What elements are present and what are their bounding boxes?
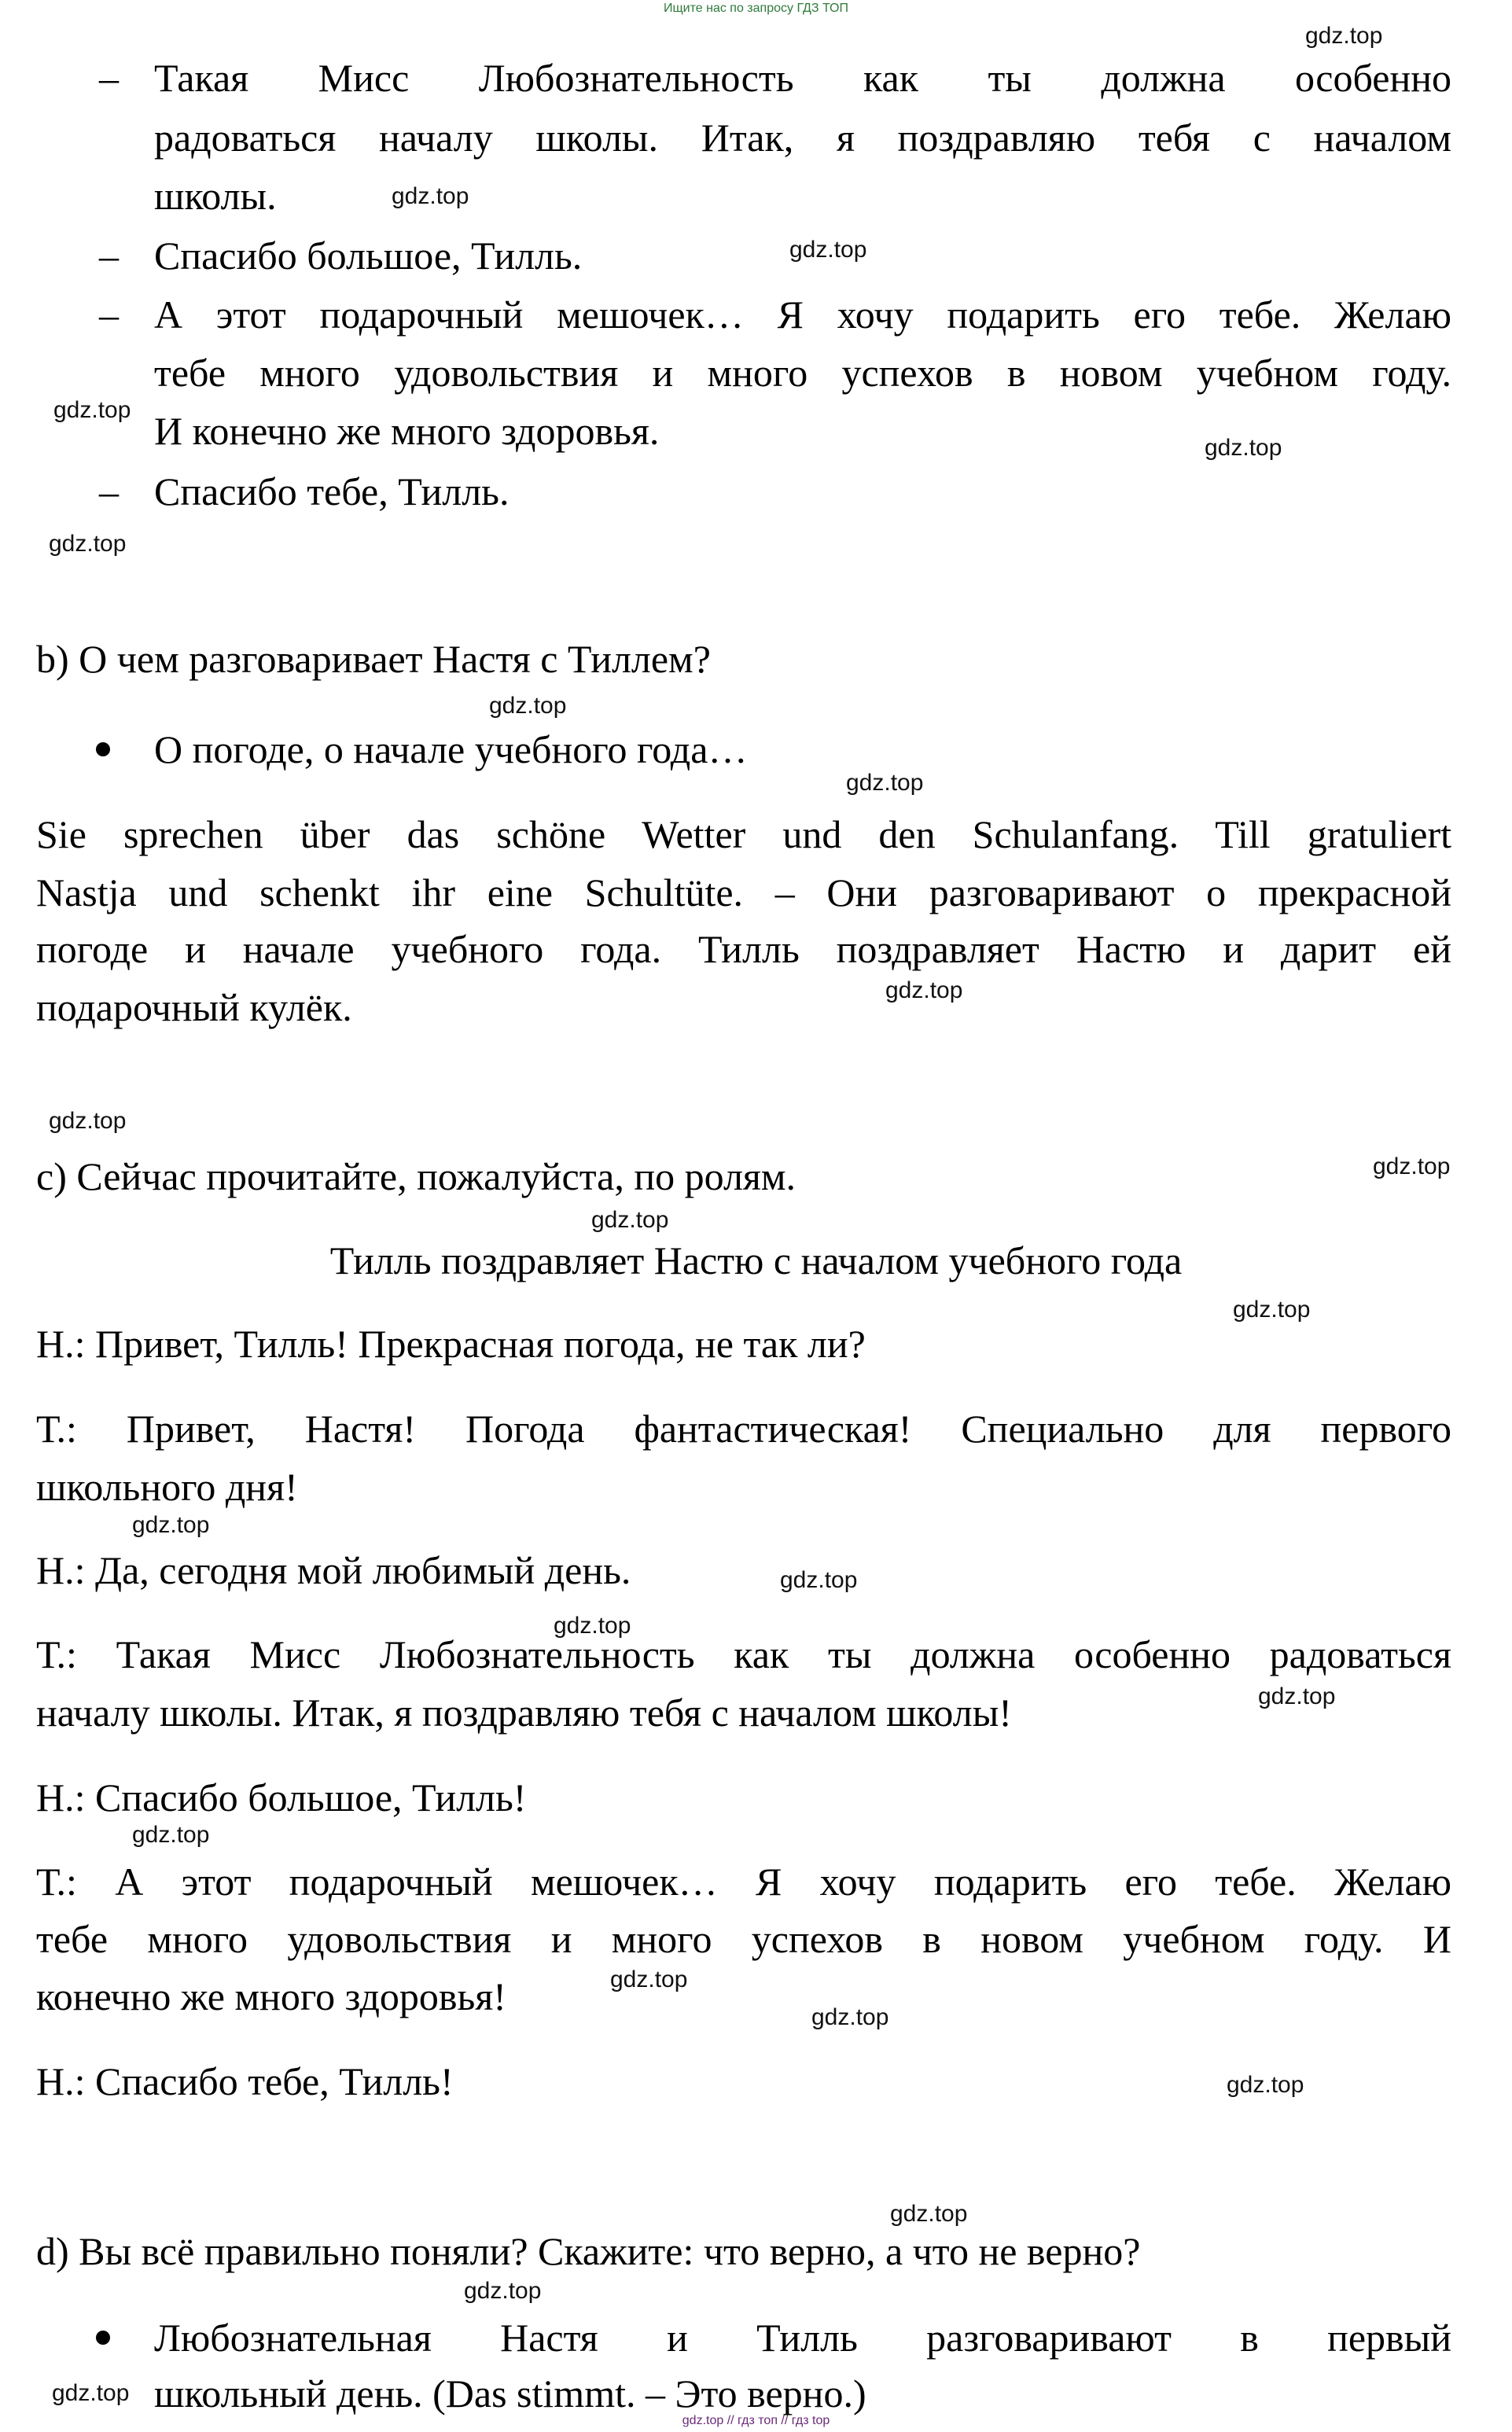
watermark: gdz.top xyxy=(885,977,963,1003)
dialogue-line: Т.: Такая Мисс Любознательность как ты должна особенно радоваться xyxy=(36,1632,1451,1676)
dialogue-title: Тилль поздравляет Настю с началом учебного года xyxy=(329,1238,1183,1282)
dash-marker: – xyxy=(99,234,119,278)
dialogue-line: Спасибо большое, Тилль. xyxy=(154,234,583,278)
answer-line: погоде и начале учебного года. Тилль поздравляет Настю и дарит ей xyxy=(36,927,1451,971)
watermark: gdz.top xyxy=(52,2380,130,2406)
watermark: gdz.top xyxy=(846,770,924,796)
dialogue-line: И конечно же много здоровья. xyxy=(154,409,660,453)
dialogue-line: тебе много удовольствия и много успехов в новом учебном году. И xyxy=(36,1917,1451,1961)
bullet-text-d: школьный день. (Das stimmt. – Это верно.) xyxy=(154,2371,866,2415)
dash-marker: – xyxy=(99,293,119,337)
question-c: c) Сейчас прочитайте, пожалуйста, по ролям. xyxy=(36,1154,796,1198)
watermark: gdz.top xyxy=(811,2004,889,2030)
question-b: b) О чем разговаривает Настя с Тиллем? xyxy=(36,637,711,681)
watermark: gdz.top xyxy=(489,693,567,719)
watermark: gdz.top xyxy=(132,1822,210,1848)
answer-line: Sie sprechen über das schöne Wetter und den Schulanfang. Till gratuliert xyxy=(36,812,1451,856)
watermark: gdz.top xyxy=(1205,435,1282,461)
watermark: gdz.top xyxy=(49,531,127,557)
watermark: gdz.top xyxy=(392,183,469,209)
question-d: d) Вы всё правильно поняли? Скажите: что верно, а что не верно? xyxy=(36,2229,1141,2273)
watermark: gdz.top xyxy=(53,397,131,423)
watermark: gdz.top xyxy=(780,1567,858,1593)
dash-marker: – xyxy=(99,56,119,100)
dialogue-line: Н.: Спасибо тебе, Тилль! xyxy=(36,2059,454,2103)
watermark: gdz.top xyxy=(132,1512,210,1538)
watermark: gdz.top xyxy=(1227,2072,1304,2098)
dialogue-line: Спасибо тебе, Тилль. xyxy=(154,469,510,513)
dialogue-line: Такая Мисс Любознательность как ты должна особенно xyxy=(154,56,1451,100)
bullet-dot xyxy=(96,2331,110,2345)
dialogue-line: радоваться началу школы. Итак, я поздравляю тебя с началом xyxy=(154,116,1451,160)
top-banner[interactable]: Ищите нас по запросу ГДЗ ТОП xyxy=(664,2,848,15)
watermark: gdz.top xyxy=(1233,1297,1311,1323)
footer-links[interactable]: gdz.top // гдз топ // гдз top xyxy=(682,2414,830,2427)
watermark: gdz.top xyxy=(49,1108,127,1134)
dialogue-line: Н.: Да, сегодня мой любимый день. xyxy=(36,1548,631,1592)
watermark: gdz.top xyxy=(1373,1153,1451,1179)
dialogue-line: школы. xyxy=(154,174,277,218)
watermark: gdz.top xyxy=(1305,23,1383,49)
watermark: gdz.top xyxy=(789,237,867,263)
dialogue-line: школьного дня! xyxy=(36,1465,298,1509)
watermark: gdz.top xyxy=(1258,1683,1336,1709)
watermark: gdz.top xyxy=(610,1967,688,1992)
watermark: gdz.top xyxy=(591,1207,669,1233)
dialogue-line: Н.: Спасибо большое, Тилль! xyxy=(36,1775,527,1819)
dialogue-line: Т.: А этот подарочный мешочек… Я хочу подарить его тебе. Желаю xyxy=(36,1860,1451,1904)
dialogue-line: конечно же много здоровья! xyxy=(36,1974,506,2018)
dialogue-line: А этот подарочный мешочек… Я хочу подарить его тебе. Желаю xyxy=(154,293,1451,337)
bullet-text-b: О погоде, о начале учебного года… xyxy=(154,727,748,771)
watermark: gdz.top xyxy=(464,2278,542,2304)
watermark: gdz.top xyxy=(554,1613,631,1639)
dialogue-line: началу школы. Итак, я поздравляю тебя с началом школы! xyxy=(36,1691,1012,1735)
dialogue-line: Т.: Привет, Настя! Погода фантастическая! Специально для первого xyxy=(36,1407,1451,1451)
watermark: gdz.top xyxy=(890,2201,968,2227)
dialogue-line: тебе много удовольствия и много успехов в новом учебном году. xyxy=(154,351,1451,395)
dash-marker: – xyxy=(99,469,119,513)
answer-line: Nastja und schenkt ihr eine Schultüte. – Они разговаривают о прекрасной xyxy=(36,870,1451,914)
dialogue-line: Н.: Привет, Тилль! Прекрасная погода, не так ли? xyxy=(36,1322,866,1366)
answer-line: подарочный кулёк. xyxy=(36,985,352,1029)
bullet-dot xyxy=(96,742,110,756)
bullet-text-d: Любознательная Настя и Тилль разговаривают в первый xyxy=(154,2316,1451,2360)
